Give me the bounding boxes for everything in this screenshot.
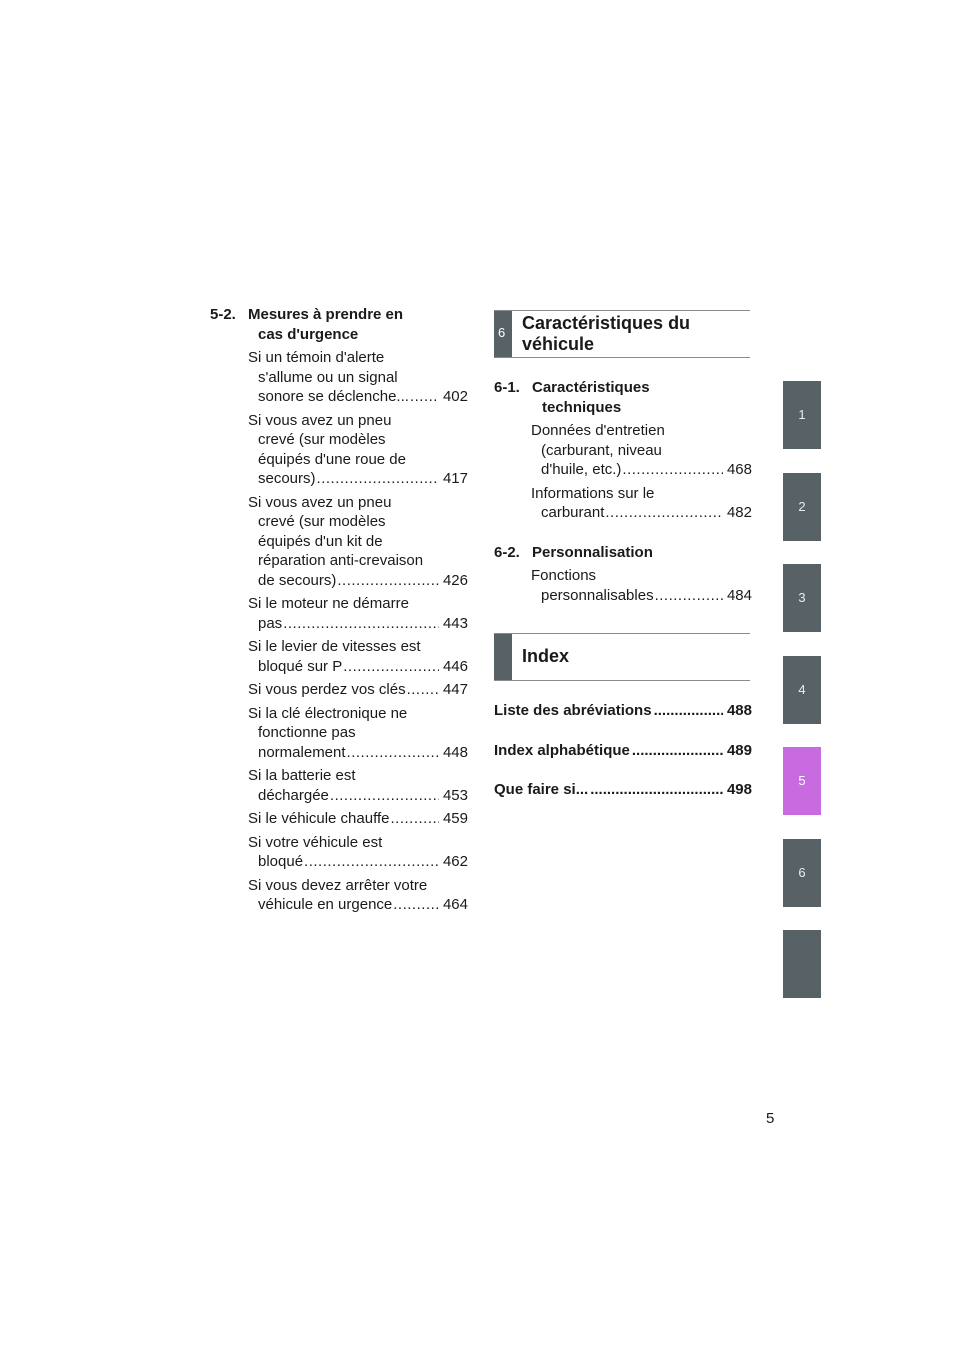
- chapter-tab-1[interactable]: [783, 381, 821, 449]
- chapter-tab-4[interactable]: [783, 656, 821, 724]
- page-ref: 448: [442, 743, 468, 761]
- toc-entry[interactable]: [531, 421, 752, 480]
- chapter-title: Caractéristiques du véhicule: [522, 313, 691, 354]
- section-title: Mesures à prendre en cas d'urgence: [248, 306, 404, 343]
- toc-entry[interactable]: [248, 809, 468, 829]
- page-ref: 464: [442, 896, 468, 913]
- toc-entry[interactable]: [248, 876, 468, 915]
- toc-entry[interactable]: [531, 566, 752, 605]
- toc-entry-text: crevé (sur modèles: [258, 513, 386, 530]
- toc-entry-text: Données d'entretien: [531, 422, 665, 439]
- index-header: [494, 633, 750, 681]
- dot-leader: [390, 809, 438, 829]
- chapter-tab-label: [783, 930, 821, 956]
- toc-entry-text: crevé (sur modèles: [258, 431, 386, 448]
- section-heading-5-2: [210, 305, 468, 344]
- toc-entry[interactable]: [531, 484, 752, 523]
- toc-entry[interactable]: [248, 348, 468, 407]
- dot-leader: [330, 786, 439, 806]
- dot-leader: [343, 657, 439, 677]
- toc-entry[interactable]: [248, 766, 468, 805]
- dot-leader: [347, 743, 439, 763]
- chapter-tab-label: 2: [798, 498, 806, 514]
- toc-entry-text: Si vous avez un pneu: [248, 493, 392, 511]
- toc-entry[interactable]: [248, 411, 468, 489]
- toc-entry-text: de secours): [258, 571, 337, 589]
- chapter-tab-label: 1: [798, 407, 806, 422]
- toc-entry-text: Fonctions: [531, 567, 597, 584]
- page-ref: 459: [442, 810, 468, 827]
- page-ref: 484: [726, 586, 752, 604]
- toc-entry-text: réparation anti-crevaison: [258, 552, 424, 569]
- chapter-tab: 6: [494, 311, 512, 357]
- toc-entry[interactable]: [248, 594, 468, 633]
- page-ref: 498: [726, 781, 752, 798]
- chapter-tab-blank[interactable]: [783, 930, 821, 998]
- toc-entry-text: Si le moteur ne démarre: [248, 595, 409, 612]
- toc-entry-text: d'huile, etc.): [541, 461, 622, 478]
- index-entry-label: Index alphabétique: [494, 741, 630, 759]
- toc-entry-text: personnalisables: [541, 586, 654, 604]
- toc-entry-text: Si le véhicule chauffe: [248, 810, 390, 827]
- chapter-tab-label: 3: [798, 590, 806, 605]
- chapter-tab-label: 5: [798, 773, 806, 788]
- page-ref: 462: [442, 853, 468, 870]
- toc-entry-text: sonore se déclenche...: [258, 388, 409, 405]
- toc-entry-text: carburant: [541, 504, 605, 521]
- chapter-tab-label: 4: [798, 681, 806, 697]
- toc-entry-text: Si vous avez un pneu: [248, 411, 392, 429]
- toc-entry-text: bloqué: [258, 853, 304, 870]
- toc-entry-text: équipés d'un kit de: [258, 532, 383, 550]
- toc-entry-text: (carburant, niveau: [541, 441, 662, 459]
- page-ref: 482: [726, 504, 752, 521]
- chapter-tab-label: 6: [798, 864, 806, 880]
- toc-entry-text: Si un témoin d'alerte: [248, 349, 385, 366]
- toc-entry-list: [494, 566, 752, 605]
- toc-entry-list: [494, 421, 752, 523]
- index-entry-label: Liste des abréviations: [494, 702, 652, 719]
- toc-entry-text: normalement: [258, 743, 346, 761]
- page-number: 5: [766, 1110, 775, 1127]
- dot-leader: [317, 469, 439, 489]
- toc-entry-text: Si vous perdez vos clés: [248, 681, 406, 698]
- toc-entry-text: Informations sur le: [531, 484, 655, 502]
- dot-leader: [337, 571, 439, 591]
- toc-entry-text: Si votre véhicule est: [248, 833, 383, 851]
- dot-leader: [632, 741, 723, 761]
- toc-entry-text: fonctionne pas: [258, 724, 356, 741]
- index-entry-list: [494, 701, 752, 800]
- toc-entry[interactable]: [248, 704, 468, 763]
- chapter-6-header: [494, 310, 750, 358]
- toc-entry-text: Si vous devez arrêter votre: [248, 876, 428, 894]
- toc-entry[interactable]: [248, 637, 468, 676]
- section-number: 5-2.: [210, 306, 236, 323]
- dot-leader: [654, 701, 723, 721]
- chapter-tab-3[interactable]: [783, 564, 821, 632]
- toc-entry-text: Si le levier de vitesses est: [248, 638, 421, 655]
- toc-entry-text: pas: [258, 614, 283, 632]
- toc-entry[interactable]: [248, 680, 468, 700]
- page-ref: 447: [442, 681, 468, 698]
- page-ref: 453: [442, 786, 468, 804]
- index-entry[interactable]: [494, 780, 752, 800]
- section-heading-6-2: [494, 543, 752, 563]
- chapter-tab-5[interactable]: [783, 747, 821, 815]
- toc-entry-text: déchargée: [258, 786, 329, 804]
- index-title: Index: [522, 646, 570, 666]
- index-entry[interactable]: [494, 701, 752, 721]
- dot-leader: [410, 387, 439, 407]
- toc-entry[interactable]: [248, 833, 468, 872]
- toc-entry[interactable]: [248, 493, 468, 591]
- toc-entry-text: véhicule en urgence: [258, 896, 393, 913]
- toc-entry-text: Si la clé électronique ne: [248, 704, 408, 722]
- page-ref: 488: [726, 702, 752, 719]
- dot-leader: [655, 586, 723, 606]
- toc-entry-list: [210, 348, 468, 915]
- page-ref: 468: [726, 461, 752, 478]
- page-ref: 446: [442, 657, 468, 675]
- section-title: Caractéristiques techniques: [532, 379, 650, 416]
- section-title: Personnalisation: [532, 543, 653, 561]
- index-entry-label: Que faire si...: [494, 781, 589, 798]
- dot-leader: [407, 680, 439, 700]
- toc-entry-text: équipés d'une roue de: [258, 450, 406, 468]
- dot-leader: [590, 780, 723, 800]
- toc-entry-text: bloqué sur P: [258, 657, 343, 675]
- chapter-tab-2[interactable]: [783, 473, 821, 541]
- chapter-tab-6[interactable]: [783, 839, 821, 907]
- toc-entry-text: s'allume ou un signal: [258, 368, 398, 386]
- toc-entry-text: Si la batterie est: [248, 767, 356, 784]
- page-ref: 417: [442, 470, 468, 487]
- chapter-tab: [494, 634, 512, 680]
- dot-leader: [304, 852, 439, 872]
- page-ref: 402: [442, 388, 468, 405]
- right-column: [494, 310, 752, 800]
- page-ref: 443: [442, 614, 468, 632]
- section-number: 6-2.: [494, 543, 520, 561]
- page-ref: 489: [726, 741, 752, 759]
- section-number: 6-1.: [494, 379, 520, 396]
- toc-entry-text: secours): [258, 470, 316, 487]
- dot-leader: [622, 460, 723, 480]
- dot-leader: [393, 895, 439, 915]
- index-entry[interactable]: [494, 741, 752, 761]
- dot-leader: [605, 503, 723, 523]
- page-ref: 426: [442, 571, 468, 589]
- left-column: [210, 305, 468, 915]
- section-heading-6-1: [494, 378, 752, 417]
- dot-leader: [283, 614, 439, 634]
